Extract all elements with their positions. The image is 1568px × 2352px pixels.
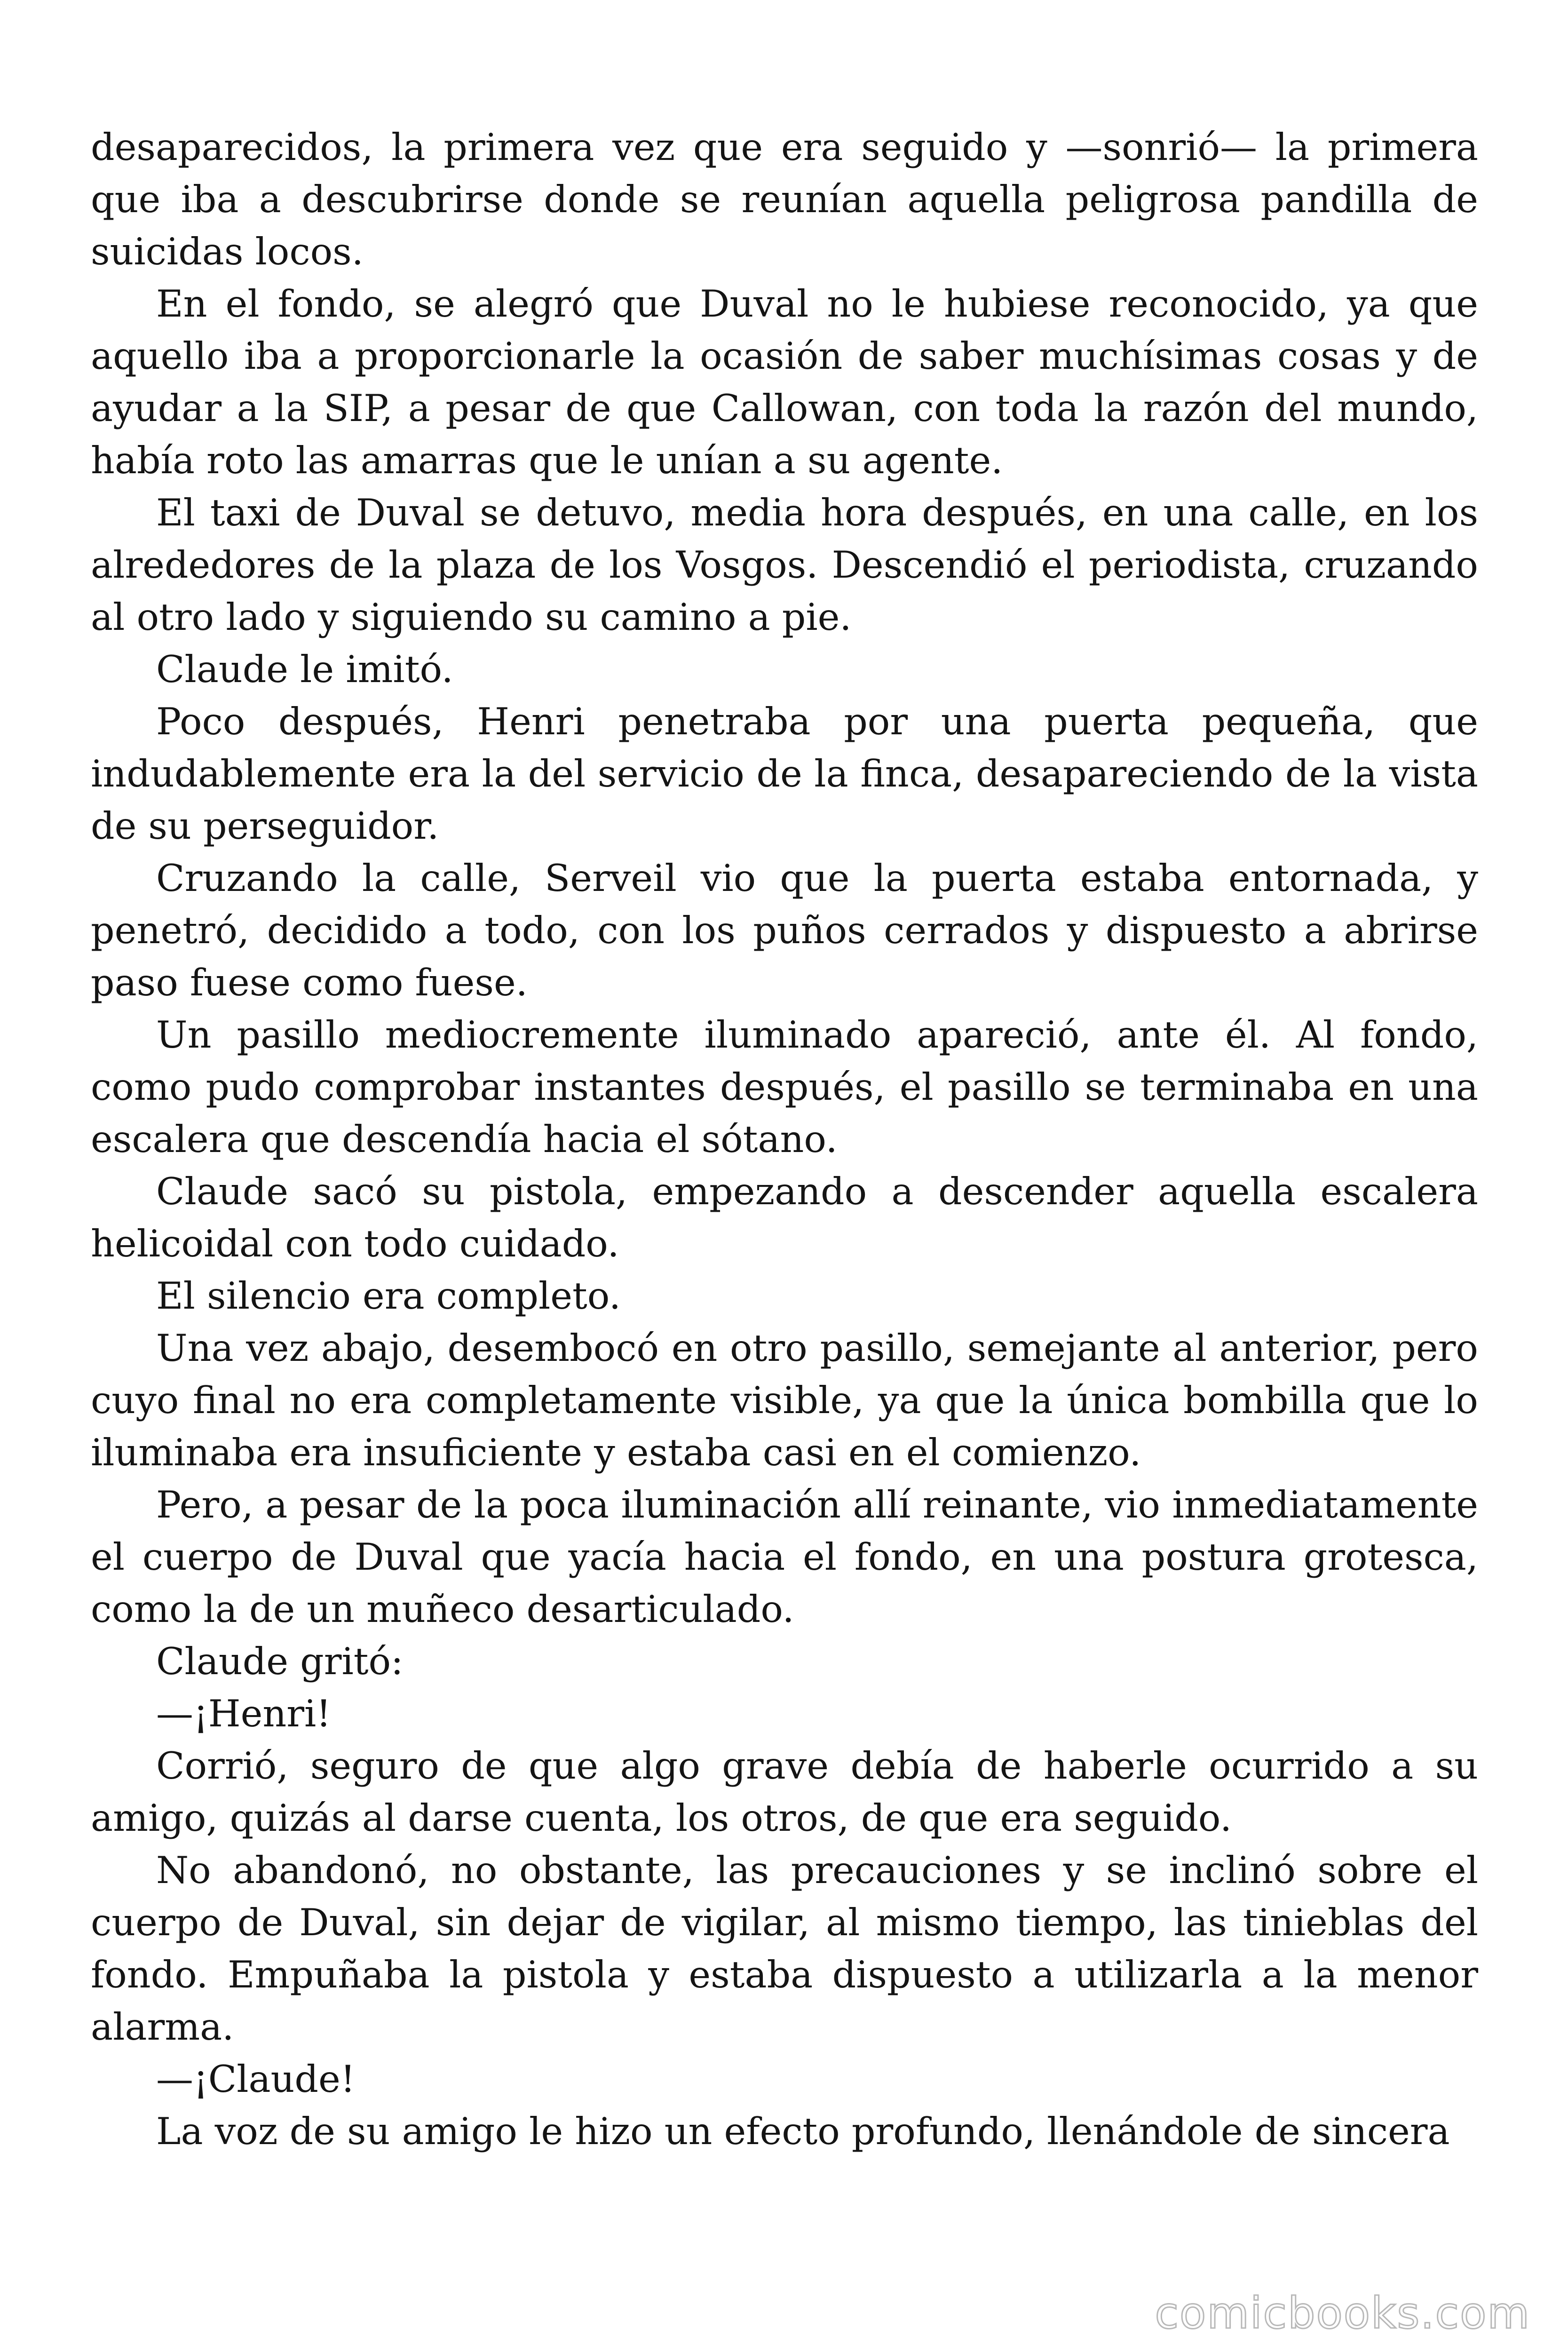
- paragraph-12: Claude gritó:: [156, 1640, 404, 1683]
- watermark: comicbooks.com: [1155, 2288, 1530, 2338]
- paragraph-3: El taxi de Duval se detuvo, media hora después, en una calle, en los alrededores de la plaza de los Vosgos. Descendió el periodista, cruzando al otro lado y siguiendo su camino a pie.: [91, 491, 1478, 639]
- text-body: [91, 121, 1478, 2158]
- paragraph-5: Poco después, Henri penetraba por una puerta pequeña, que indudablemente era la del servicio de la finca, desapareciendo de la vista de su perseguidor.: [91, 700, 1478, 848]
- paragraph-10: Una vez abajo, desembocó en otro pasillo, semejante al anterior, pero cuyo final no era completamente visible, ya que la única bombilla que lo iluminaba era insuficiente y estaba casi en el comienzo.: [91, 1327, 1478, 1474]
- paragraph-9: El silencio era completo.: [156, 1274, 621, 1318]
- paragraph-14: Corrió, seguro de que algo grave debía de haberle ocurrido a su amigo, quizás al darse cuenta, los otros, de que era seguido.: [91, 1744, 1478, 1840]
- paragraph-6: Cruzando la calle, Serveil vio que la puerta estaba entornada, y penetró, decidido a todo, con los puños cerrados y dispuesto a abrirse paso fuese como fuese.: [91, 857, 1478, 1004]
- paragraph-1: desaparecidos, la primera vez que era seguido y —sonrió— la primera que iba a descubrirse donde se reunían aquella peligrosa pandilla de suicidas locos.: [91, 126, 1478, 273]
- paragraph-11: Pero, a pesar de la poca iluminación allí reinante, vio inmediatamente el cuerpo de Duval que yacía hacia el fondo, en una postura grotesca, como la de un muñeco desarticulado.: [91, 1483, 1478, 1631]
- paragraph-7: Un pasillo mediocremente iluminado apareció, ante él. Al fondo, como pudo comprobar instantes después, el pasillo se terminaba en una escalera que descendía hacia el sótano.: [91, 1013, 1478, 1161]
- paragraph-8: Claude sacó su pistola, empezando a descender aquella escalera helicoidal con todo cuidado.: [91, 1170, 1478, 1265]
- paragraph-16: —¡Claude!: [156, 2058, 356, 2101]
- paragraph-13: —¡Henri!: [156, 1692, 332, 1735]
- paragraph-17: La voz de su amigo le hizo un efecto profundo, llenándole de sincera: [156, 2110, 1450, 2153]
- paragraph-15: No abandonó, no obstante, las precauciones y se inclinó sobre el cuerpo de Duval, sin dejar de vigilar, al mismo tiempo, las tinieblas del fondo. Empuñaba la pistola y estaba dispuesto a utilizarla a la menor alarma.: [91, 1849, 1478, 2049]
- paragraph-4: Claude le imitó.: [156, 648, 453, 691]
- paragraph-2: En el fondo, se alegró que Duval no le hubiese reconocido, ya que aquello iba a proporcionarle la ocasión de saber muchísimas cosas y de ayudar a la SIP, a pesar de que Callowan, con toda la razón del mundo, había roto las amarras que le unían a su agente.: [91, 282, 1478, 482]
